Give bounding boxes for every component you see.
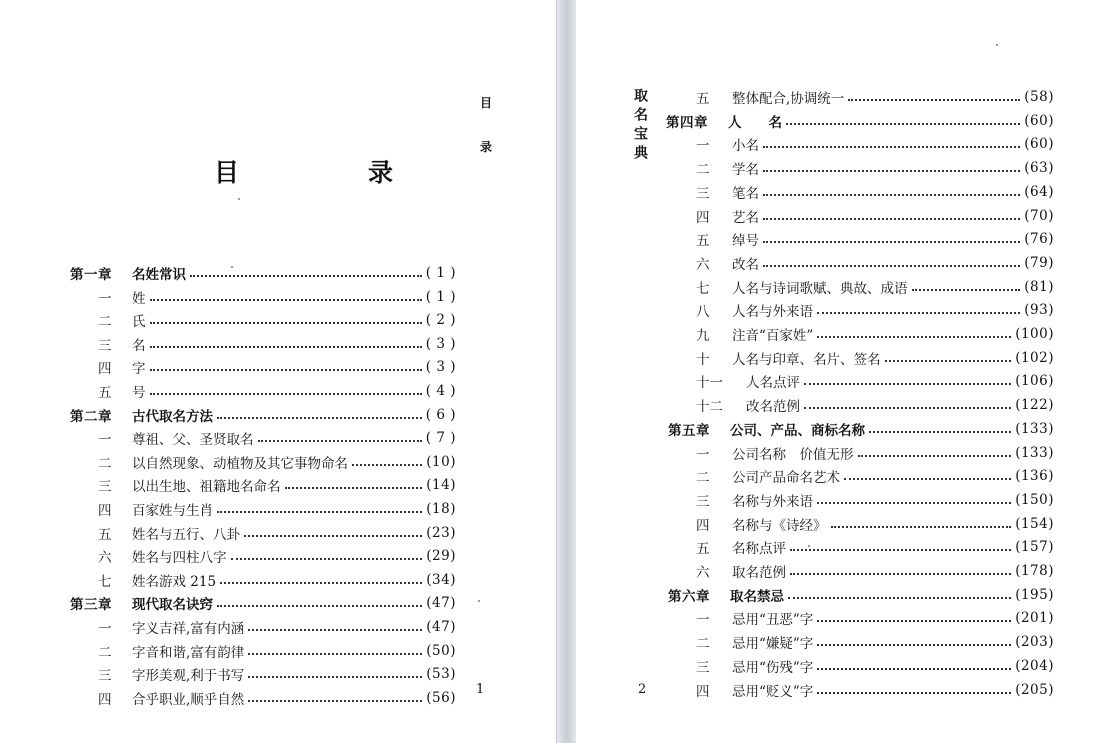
section-number: 五 (696, 91, 710, 107)
section-number: 十一 (696, 375, 723, 392)
chapter-title: 人 名 (728, 114, 782, 131)
section-title: 合乎职业,顺乎自然 (132, 691, 245, 708)
chapter-label: 第三章 (70, 597, 112, 614)
section-number: 二 (98, 314, 112, 331)
section-number: 六 (98, 550, 112, 567)
section-title: 姓名游戏 215 (132, 573, 217, 590)
dot-leader (248, 676, 422, 678)
section-number: 一 (98, 621, 112, 637)
toc-section-row (696, 370, 1054, 392)
toc-section-row (696, 252, 1054, 274)
running-head-char: 录 (480, 140, 493, 154)
page-reference: (201) (1015, 610, 1054, 627)
dot-leader (885, 360, 1012, 362)
dot-leader (763, 218, 1020, 220)
toc-section-row (70, 616, 456, 638)
section-title: 忌用“嫌疑”字 (732, 636, 814, 653)
page-reference: (81) (1024, 278, 1054, 295)
section-number: 十二 (696, 399, 723, 416)
toc-section-row (70, 687, 456, 709)
section-title: 注音“百家姓” (732, 328, 814, 344)
section-number: 五 (696, 233, 710, 250)
toc-section-row (70, 522, 456, 544)
section-title: 人名点评 (746, 375, 800, 392)
page-reference: (70) (1024, 207, 1054, 224)
section-title: 字形美观,利于书写 (132, 668, 245, 685)
page-reference: (10) (426, 453, 456, 470)
dot-leader (817, 312, 1020, 314)
section-title: 名称与外来语 (732, 493, 813, 510)
page-reference: (58) (1024, 89, 1054, 105)
section-title: 以出生地、祖籍地名命名 (132, 479, 281, 496)
dot-leader (231, 558, 423, 560)
page-reference: ( 7 ) (425, 430, 456, 447)
toc-section-row (70, 498, 456, 520)
toc-section-row (696, 299, 1054, 321)
toc-section-row (696, 513, 1054, 535)
page-reference: (63) (1024, 160, 1054, 177)
section-title: 整体配合,协调统一 (732, 91, 845, 107)
page-reference: (23) (426, 524, 456, 541)
dot-leader (817, 502, 1011, 504)
dot-leader (352, 464, 422, 466)
dot-leader (844, 478, 1011, 480)
section-number: 三 (98, 479, 112, 496)
page-number: 2 (638, 682, 647, 697)
dot-leader (763, 194, 1020, 196)
section-title: 字 (132, 361, 146, 378)
dot-leader (817, 644, 1011, 646)
dot-leader (150, 393, 422, 395)
page-reference: (203) (1015, 634, 1054, 651)
dot-leader (217, 417, 422, 419)
toc-section-row (696, 394, 1054, 416)
dot-leader (786, 123, 1020, 125)
dot-leader (817, 336, 1011, 338)
section-number: 八 (696, 304, 710, 321)
toc-section-row (70, 663, 456, 685)
toc-section-row (70, 451, 456, 473)
toc-chapter-row (668, 584, 1054, 606)
running-head-vertical (630, 88, 650, 164)
section-title: 笔名 (732, 185, 759, 202)
chapter-title: 现代取名诀窍 (132, 597, 213, 614)
section-number: 三 (696, 185, 710, 202)
dot-leader (788, 597, 1011, 599)
section-title: 名称点评 (732, 541, 786, 558)
toc-section-row (696, 347, 1054, 369)
toc-section-row (696, 86, 1054, 108)
chapter-label: 第二章 (70, 408, 112, 425)
section-number: 二 (696, 162, 710, 179)
page-reference: (50) (426, 642, 456, 659)
section-number: 五 (98, 385, 112, 401)
chapter-label: 第四章 (666, 114, 708, 131)
section-number: 四 (696, 517, 710, 534)
section-number: 五 (98, 526, 112, 543)
section-title: 改名 (732, 256, 759, 273)
toc-section-row (696, 276, 1054, 298)
chapter-label: 第五章 (668, 422, 710, 439)
page-reference: (136) (1015, 468, 1054, 485)
page-reference: ( 1 ) (425, 265, 456, 281)
toc-section-row (696, 607, 1054, 629)
section-title: 以自然现象、动植物及其它事物命名 (132, 455, 348, 472)
page-reference: (60) (1024, 112, 1054, 129)
toc-section-row (696, 228, 1054, 250)
section-number: 三 (98, 337, 112, 354)
dot-leader (150, 322, 422, 324)
dot-leader (248, 700, 422, 702)
dot-leader (763, 146, 1020, 148)
section-title: 忌用“丑恶”字 (732, 612, 814, 629)
page-reference: (150) (1015, 491, 1054, 508)
chapter-title: 古代取名方法 (132, 408, 213, 425)
running-head-char: 目 (480, 96, 493, 110)
section-title: 绰号 (732, 233, 759, 250)
section-number: 七 (98, 573, 112, 590)
section-title: 忌用“贬义”字 (732, 683, 814, 700)
page-reference: ( 3 ) (425, 359, 456, 376)
page-reference: ( 4 ) (425, 383, 456, 399)
toc-section-row (696, 181, 1054, 203)
dot-leader (763, 170, 1020, 172)
page-reference: (56) (426, 689, 456, 706)
section-number: 四 (696, 683, 710, 700)
left-page (0, 0, 556, 743)
dot-leader (763, 265, 1020, 267)
section-number: 十 (696, 351, 710, 368)
dot-leader (763, 241, 1020, 243)
page-reference: (18) (426, 501, 456, 517)
dot-leader (150, 299, 422, 301)
section-number: 二 (98, 644, 112, 661)
section-number: 一 (696, 612, 710, 629)
section-title: 人名与诗词歌赋、典故、成语 (732, 280, 908, 297)
dot-leader (869, 431, 1011, 433)
section-number: 一 (98, 290, 112, 307)
section-number: 一 (98, 432, 112, 449)
chapter-title: 取名禁忌 (730, 588, 784, 605)
dot-leader (817, 620, 1011, 622)
toc-section-row (696, 489, 1054, 511)
page-reference: (64) (1024, 183, 1054, 200)
dot-leader (244, 535, 422, 537)
toc-section-row (696, 157, 1054, 179)
dot-leader (217, 605, 422, 607)
page-reference: (122) (1015, 397, 1054, 414)
page-reference: (205) (1015, 681, 1054, 698)
section-title: 公司名称 价值无形 (732, 446, 854, 463)
section-title: 姓 (132, 290, 146, 307)
toc-chapter-row (70, 592, 456, 614)
dot-leader (817, 668, 1011, 670)
dot-leader (790, 549, 1011, 551)
dot-leader (790, 573, 1011, 575)
section-title: 姓名与四柱八字 (132, 550, 227, 567)
section-title: 百家姓与生肖 (132, 503, 213, 519)
chapter-label: 第六章 (668, 588, 710, 605)
toc-section-row (70, 474, 456, 496)
section-number: 一 (696, 446, 710, 463)
page-reference: ( 1 ) (425, 288, 456, 305)
toc-chapter-row (666, 110, 1054, 132)
section-number: 九 (696, 328, 710, 344)
toc-section-row (70, 309, 456, 331)
page-reference: (154) (1015, 515, 1054, 532)
section-number: 四 (98, 503, 112, 519)
chapter-title: 名姓常识 (132, 267, 186, 283)
page-reference: (14) (426, 477, 456, 494)
section-title: 尊祖、父、圣贤取名 (132, 432, 254, 449)
toc-section-row (696, 205, 1054, 227)
page-reference: (93) (1024, 302, 1054, 319)
section-number: 二 (98, 455, 112, 472)
page-number: 1 (476, 682, 485, 697)
section-title: 字义吉祥,富有内涵 (132, 621, 245, 637)
section-title: 号 (132, 385, 146, 401)
section-title: 人名与印章、名片、签名 (732, 351, 881, 368)
page-reference: ( 6 ) (425, 406, 456, 423)
page-reference: ( 2 ) (425, 312, 456, 329)
section-number: 六 (696, 565, 710, 581)
toc-section-row (696, 133, 1054, 155)
dot-leader (248, 653, 422, 655)
page-reference: (102) (1015, 349, 1054, 366)
section-number: 四 (696, 209, 710, 226)
section-number: 二 (696, 636, 710, 653)
toc-section-row (696, 679, 1054, 701)
page-gutter (556, 0, 578, 743)
section-number: 三 (696, 493, 710, 510)
section-number: 一 (696, 138, 710, 155)
toc-section-row (696, 560, 1054, 582)
page-reference: ( 3 ) (425, 335, 456, 352)
page-title: 目 录 (214, 158, 446, 187)
dot-leader (804, 383, 1011, 385)
section-title: 字音和谐,富有韵律 (132, 644, 245, 661)
section-title: 名称与《诗经》 (732, 517, 827, 534)
toc-section-row (70, 356, 456, 378)
section-number: 四 (98, 361, 112, 378)
toc-section-row (696, 655, 1054, 677)
page-reference: (133) (1015, 420, 1054, 437)
page-reference: (195) (1015, 586, 1054, 603)
section-title: 姓名与五行、八卦 (132, 526, 240, 543)
toc-section-row (70, 640, 456, 662)
chapter-title: 公司、产品、商标名称 (730, 422, 865, 439)
page-reference: (100) (1015, 326, 1054, 342)
section-title: 学名 (732, 162, 759, 179)
toc-section-row (70, 545, 456, 567)
section-title: 忌用“伤残”字 (732, 659, 814, 676)
section-number: 七 (696, 280, 710, 297)
section-title: 改名范例 (746, 399, 800, 416)
running-head-char: 取 (632, 88, 648, 107)
section-title: 人名与外来语 (732, 304, 813, 321)
page-reference: (53) (426, 666, 456, 683)
dot-leader (190, 275, 422, 277)
section-title: 公司产品命名艺术 (732, 470, 840, 487)
dot-leader (912, 289, 1021, 291)
dot-leader (258, 440, 422, 442)
toc-section-row (696, 536, 1054, 558)
page-reference: (133) (1015, 444, 1054, 461)
toc-section-row (70, 333, 456, 355)
section-number: 三 (696, 659, 710, 676)
dot-leader (285, 487, 423, 489)
dot-leader (831, 526, 1012, 528)
dot-leader (220, 582, 422, 584)
page-reference: (76) (1024, 231, 1054, 248)
toc-section-row (696, 465, 1054, 487)
page-reference: (34) (426, 571, 456, 588)
section-number: 六 (696, 256, 710, 273)
toc-section-row (696, 323, 1054, 345)
toc-section-row (70, 380, 456, 402)
dot-leader (150, 346, 422, 348)
page-reference: (178) (1015, 563, 1054, 579)
toc-section-row (70, 427, 456, 449)
section-title: 取名范例 (732, 565, 786, 581)
right-page (576, 0, 1120, 743)
section-number: 五 (696, 541, 710, 558)
toc-section-row (696, 442, 1054, 464)
dot-leader (848, 99, 1020, 101)
toc-chapter-row (70, 404, 456, 426)
dot-leader (804, 407, 1011, 409)
page-reference: (79) (1024, 254, 1054, 271)
toc-chapter-row (668, 418, 1054, 440)
page-reference: (29) (426, 548, 456, 565)
running-head-char: 宝 (632, 126, 648, 145)
dot-leader (248, 629, 422, 631)
page-reference: (47) (426, 619, 456, 635)
toc-section-row (70, 569, 456, 591)
section-title: 氏 (132, 314, 146, 331)
dot-leader (217, 511, 422, 513)
page-reference: (106) (1015, 373, 1054, 390)
dot-leader (817, 692, 1011, 694)
chapter-label: 第一章 (70, 267, 112, 283)
running-head-char: 典 (632, 145, 648, 164)
page-reference: (60) (1024, 136, 1054, 153)
page-reference: (47) (426, 595, 456, 612)
section-number: 二 (696, 470, 710, 487)
section-title: 小名 (732, 138, 759, 155)
section-number: 三 (98, 668, 112, 685)
section-number: 四 (98, 691, 112, 708)
page-reference: (157) (1015, 539, 1054, 556)
running-head-char: 名 (632, 107, 648, 126)
dot-leader (150, 369, 422, 371)
page-reference: (204) (1015, 657, 1054, 674)
toc-section-row (70, 286, 456, 308)
section-title: 名 (132, 337, 146, 354)
toc-section-row (696, 631, 1054, 653)
section-title: 艺名 (732, 209, 759, 226)
dot-leader (858, 455, 1012, 457)
toc-chapter-row (70, 262, 456, 284)
